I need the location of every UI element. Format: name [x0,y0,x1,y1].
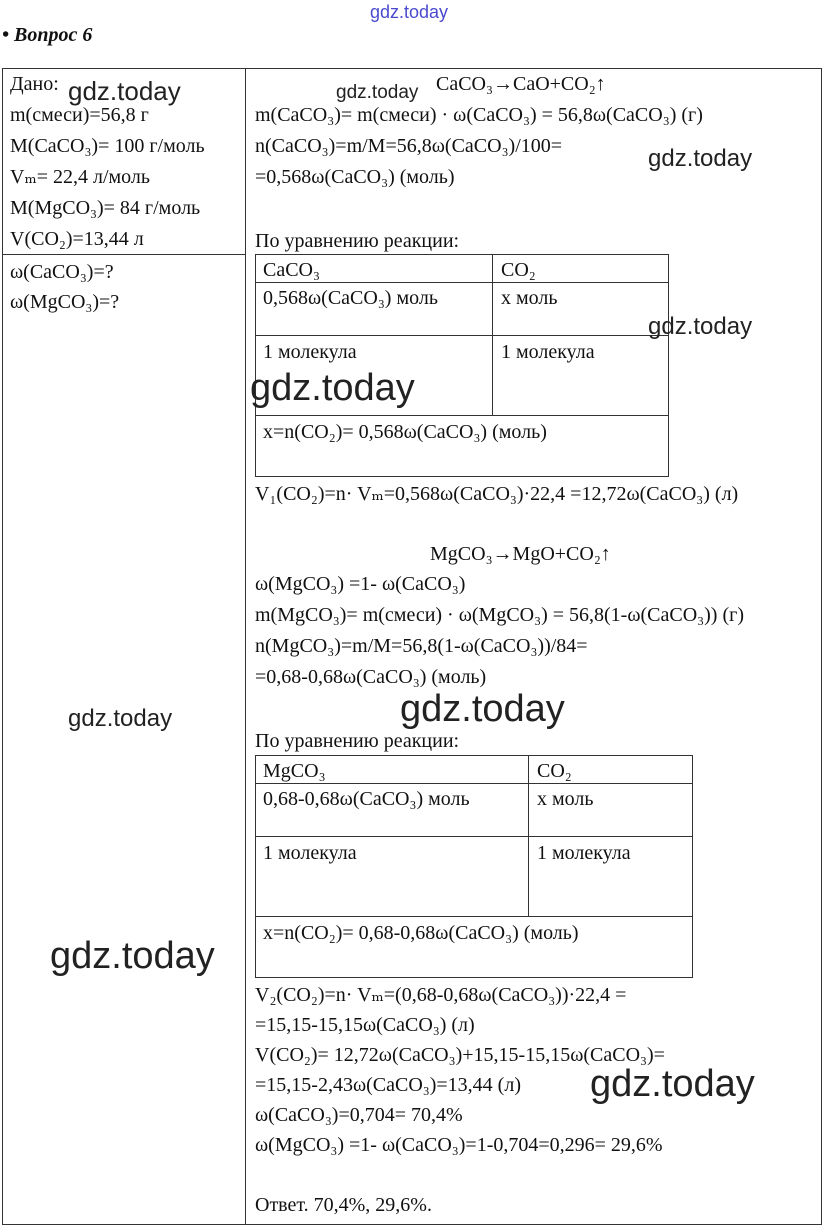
given-line: M(MgCO₃)= 84 г/моль [10,197,201,219]
frame-left [2,68,3,1225]
reaction-equation-1: CaCO₃→CaO+CO₂↑ [436,73,606,95]
frame-top [2,68,822,69]
solution-line: =15,15-2,43ω(CaCO₃)=13,44 (л) [255,1074,521,1096]
solution-line: V(CO₂)= 12,72ω(CaCO₃)+15,15-15,15ω(CaCO₃)= [255,1044,665,1066]
by-equation-label: По уравнению реакции: [255,730,460,752]
solution-line: =0,68-0,68ω(CaCO₃) (моль) [255,666,487,688]
watermark: gdz.today [648,145,753,172]
table1-header: CaCO₃ [263,259,320,281]
solution-line: m(CaCO₃)= m(смеси) · ω(CaCO₃) = 56,8ω(CaCO₃) (г) [255,104,703,126]
watermark: gdz.today [400,688,565,730]
table2-value: 1 молекула [263,842,357,864]
table1-value: 1 молекула [501,341,595,363]
table2-value: 0,68-0,68ω(CaCO₃) моль [263,788,470,810]
frame-bottom [2,1224,822,1225]
page-title: • Вопрос 6 [2,24,93,46]
table1-value: x моль [501,287,558,309]
given-divider [2,254,246,255]
solution-line: =0,568ω(CaCO₃) (моль) [255,166,455,188]
table2-header: MgCO₃ [263,760,326,782]
table1-result: x=n(CO₂)= 0,568ω(CaCO₃) (моль) [263,421,547,443]
table1-header: CO₂ [501,259,536,281]
table2-value: 1 молекула [537,842,631,864]
solution-line: ω(MgCO₃) =1- ω(CaCO₃) [255,573,466,595]
solution-line: n(MgCO₃)=m/M=56,8(1-ω(CaCO₃))/84= [255,635,588,657]
solution-line: =15,15-15,15ω(CaCO₃) (л) [255,1014,475,1036]
given-line: Vₘ= 22,4 л/моль [10,166,151,188]
table2-value: x моль [537,788,594,810]
watermark: gdz.today [250,367,415,409]
find-line: ω(CaCO₃)=? [10,261,114,283]
solution-line: V₁(CO₂)=n· Vₘ=0,568ω(CaCO₃)·22,4 =12,72ω(CaCO₃) (л) [255,483,739,505]
given-line: m(смеси)=56,8 г [10,104,149,126]
watermark: gdz.today [336,82,419,103]
table1-value: 0,568ω(CaCO₃) моль [263,287,438,309]
watermark: gdz.today [590,1063,755,1105]
given-line: M(CaCO₃)= 100 г/моль [10,135,205,157]
reaction-equation-2: MgCO₃→MgO+CO₂↑ [430,543,611,565]
solution-line: ω(MgCO₃) =1- ω(CaCO₃)=1-0,704=0,296= 29,6% [255,1134,663,1156]
frame-right [821,68,822,1225]
solution-line: m(MgCO₃)= m(смеси) · ω(MgCO₃) = 56,8(1-ω(CaCO₃)) (г) [255,604,744,626]
watermark: gdz.today [648,313,753,340]
table2-result: x=n(CO₂)= 0,68-0,68ω(CaCO₃) (моль) [263,922,579,944]
watermark: gdz.today [68,705,173,732]
table2-header: CO₂ [537,760,572,782]
column-divider [245,68,246,1225]
solution-line: ω(CaCO₃)=0,704= 70,4% [255,1104,463,1126]
answer: Ответ. 70,4%, 29,6%. [255,1194,432,1216]
by-equation-label: По уравнению реакции: [255,230,460,252]
watermark: gdz.today [50,935,215,977]
table1-value: 1 молекула [263,341,357,363]
watermark: gdz.today [370,2,449,22]
watermark: gdz.today [68,76,181,106]
solution-line: n(CaCO₃)=m/M=56,8ω(CaCO₃)/100= [255,135,563,157]
solution-line: V₂(CO₂)=n· Vₘ=(0,68-0,68ω(CaCO₃))·22,4 = [255,984,627,1006]
find-line: ω(MgCO₃)=? [10,291,120,313]
given-label: Дано: [10,73,59,95]
given-line: V(CO₂)=13,44 л [10,228,144,250]
